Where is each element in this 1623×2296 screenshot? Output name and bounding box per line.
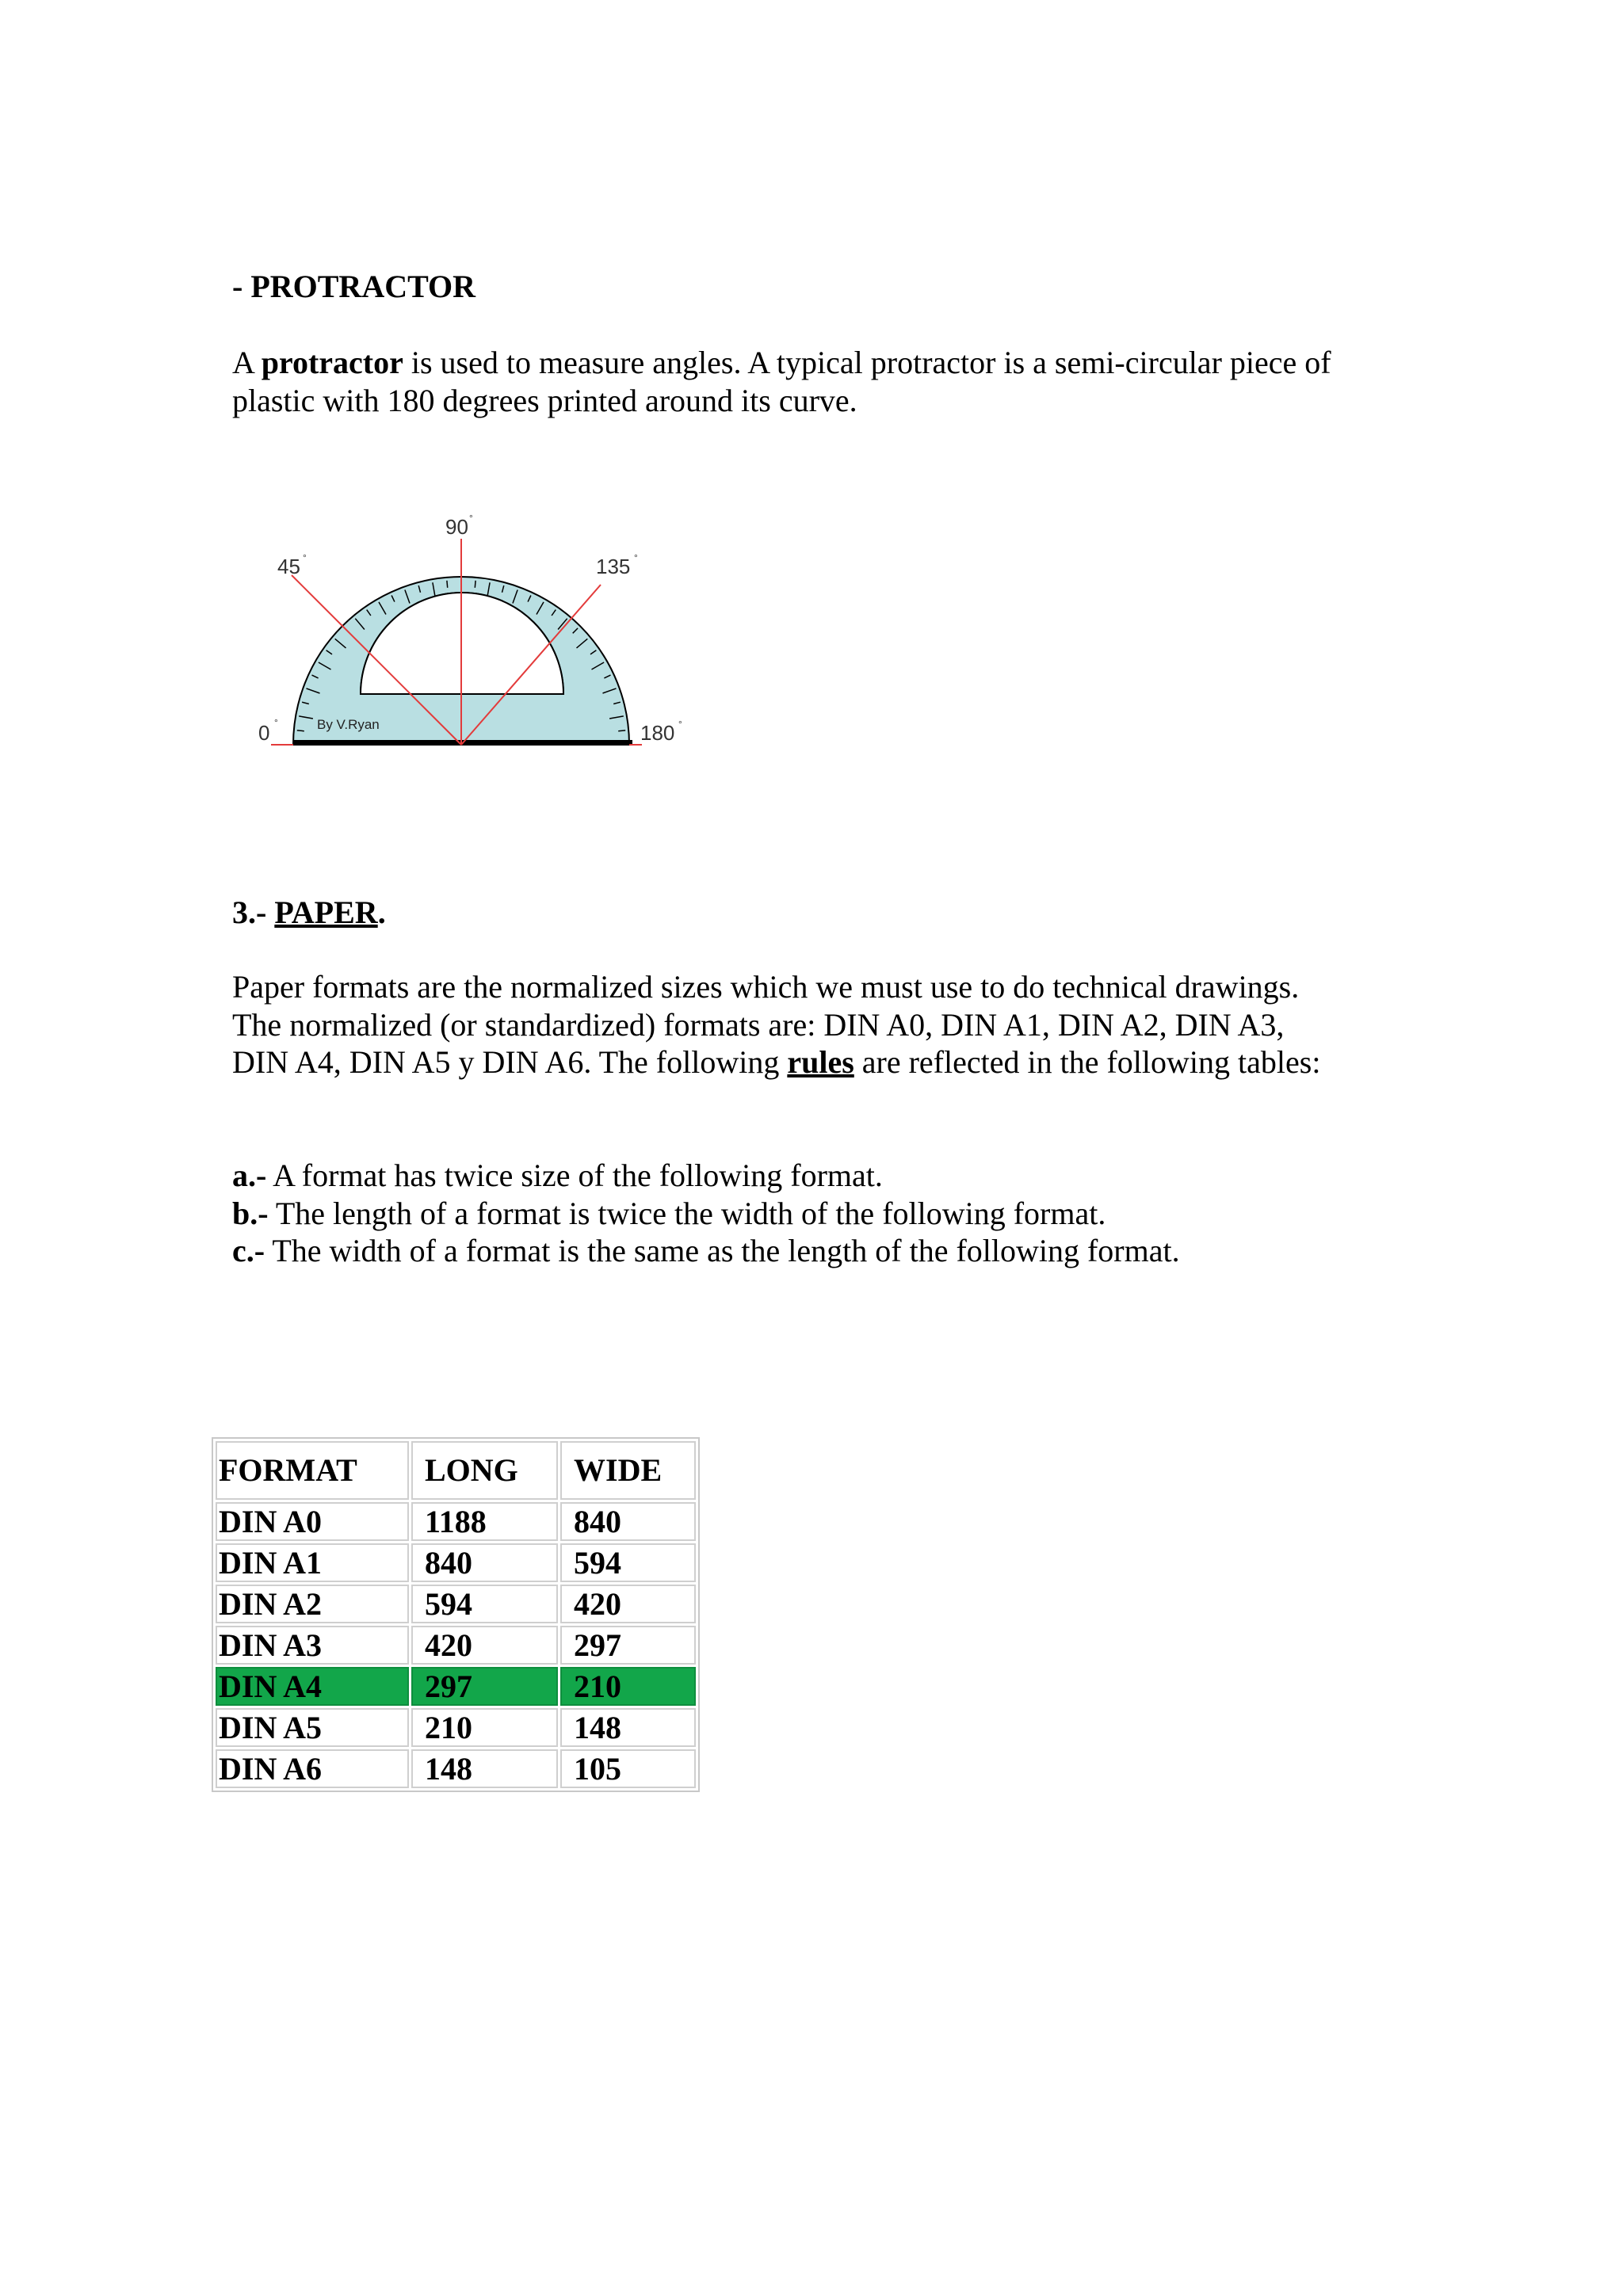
protractor-illustration [238, 498, 713, 775]
rule-marker: a.- [232, 1158, 267, 1193]
cell-long: 594 [411, 1585, 558, 1623]
cell-format: DIN A1 [216, 1543, 409, 1582]
cell-format: DIN A6 [216, 1749, 409, 1788]
cell-format: DIN A0 [216, 1502, 409, 1541]
paper-formats-table [212, 1437, 700, 1792]
cell-wide: 420 [560, 1585, 696, 1623]
cell-long: 420 [411, 1626, 558, 1665]
cell-format: DIN A5 [216, 1708, 409, 1747]
paper-heading-word: PAPER [274, 894, 378, 930]
cell-wide: 105 [560, 1749, 696, 1788]
rule-text: A format has twice size of the following format. [266, 1158, 883, 1193]
table-row [216, 1626, 696, 1665]
cell-long: 840 [411, 1543, 558, 1582]
tick-mark [297, 730, 304, 731]
paper-heading-prefix: 3.- [232, 894, 275, 930]
cell-wide: 840 [560, 1502, 696, 1541]
tick-mark [447, 581, 448, 588]
rule-item [232, 1195, 1468, 1233]
credit-text: By V.Ryan [317, 717, 380, 732]
cell-long: 210 [411, 1708, 558, 1747]
label-135: 135 [596, 555, 631, 578]
cell-format: DIN A3 [216, 1626, 409, 1665]
para-prefix: A [232, 345, 262, 380]
cell-format: DIN A2 [216, 1585, 409, 1623]
rules-list [232, 1157, 1468, 1270]
header-format: FORMAT [216, 1441, 409, 1500]
rule-marker: c.- [232, 1233, 265, 1268]
rule-item [232, 1232, 1468, 1270]
deg-135: ° [634, 552, 638, 563]
cell-long: 1188 [411, 1502, 558, 1541]
rules-term: rules [787, 1044, 854, 1080]
deg-180: ° [678, 719, 682, 730]
cell-wide: 297 [560, 1626, 696, 1665]
label-90: 90 [445, 515, 468, 539]
rule-text: The length of a format is twice the width of the following format. [268, 1195, 1106, 1231]
section-heading-protractor: - PROTRACTOR [232, 269, 476, 304]
table-row [216, 1543, 696, 1582]
paper-line2: The normalized (or standardized) formats are: DIN A0, DIN A1, DIN A2, DIN A3, [232, 1006, 1285, 1043]
table-header-row [216, 1441, 696, 1500]
header-long: LONG [411, 1441, 558, 1500]
cell-long: 297 [411, 1667, 558, 1706]
cell-wide: 148 [560, 1708, 696, 1747]
protractor-paragraph [232, 344, 1468, 419]
cell-long: 148 [411, 1749, 558, 1788]
para-line1-rest: is used to measure angles. A typical protractor is a semi-circular piece of [403, 345, 1331, 380]
rule-text: The width of a format is the same as the length of the following format. [265, 1233, 1180, 1268]
paper-paragraph [232, 968, 1468, 1081]
rule-item [232, 1157, 1468, 1195]
cell-format: DIN A4 [216, 1667, 409, 1706]
deg-90: ° [469, 513, 473, 524]
paper-line3-suffix: are reflected in the following tables: [854, 1044, 1321, 1080]
section-heading-paper [232, 894, 386, 931]
paper-line1: Paper formats are the normalized sizes which we must use to do technical drawings. [232, 969, 1300, 1005]
tick-mark [618, 730, 625, 731]
label-180: 180 [640, 721, 675, 745]
label-45: 45 [277, 555, 300, 578]
header-wide: WIDE [560, 1441, 696, 1500]
para-line2: plastic with 180 degrees printed around its curve. [232, 382, 857, 418]
rule-marker: b.- [232, 1195, 269, 1231]
table-row [216, 1502, 696, 1541]
label-0: 0 [258, 721, 270, 745]
protractor-term: protractor [261, 345, 403, 380]
table-row [216, 1749, 696, 1788]
table-row [216, 1585, 696, 1623]
table-row [216, 1708, 696, 1747]
paper-heading-suffix: . [377, 894, 386, 930]
deg-45: ° [303, 552, 307, 563]
cell-wide: 210 [560, 1667, 696, 1706]
deg-0: ° [274, 717, 278, 728]
cell-wide: 594 [560, 1543, 696, 1582]
paper-line3-prefix: DIN A4, DIN A5 y DIN A6. The following [232, 1044, 788, 1080]
table-row-highlighted [216, 1667, 696, 1706]
